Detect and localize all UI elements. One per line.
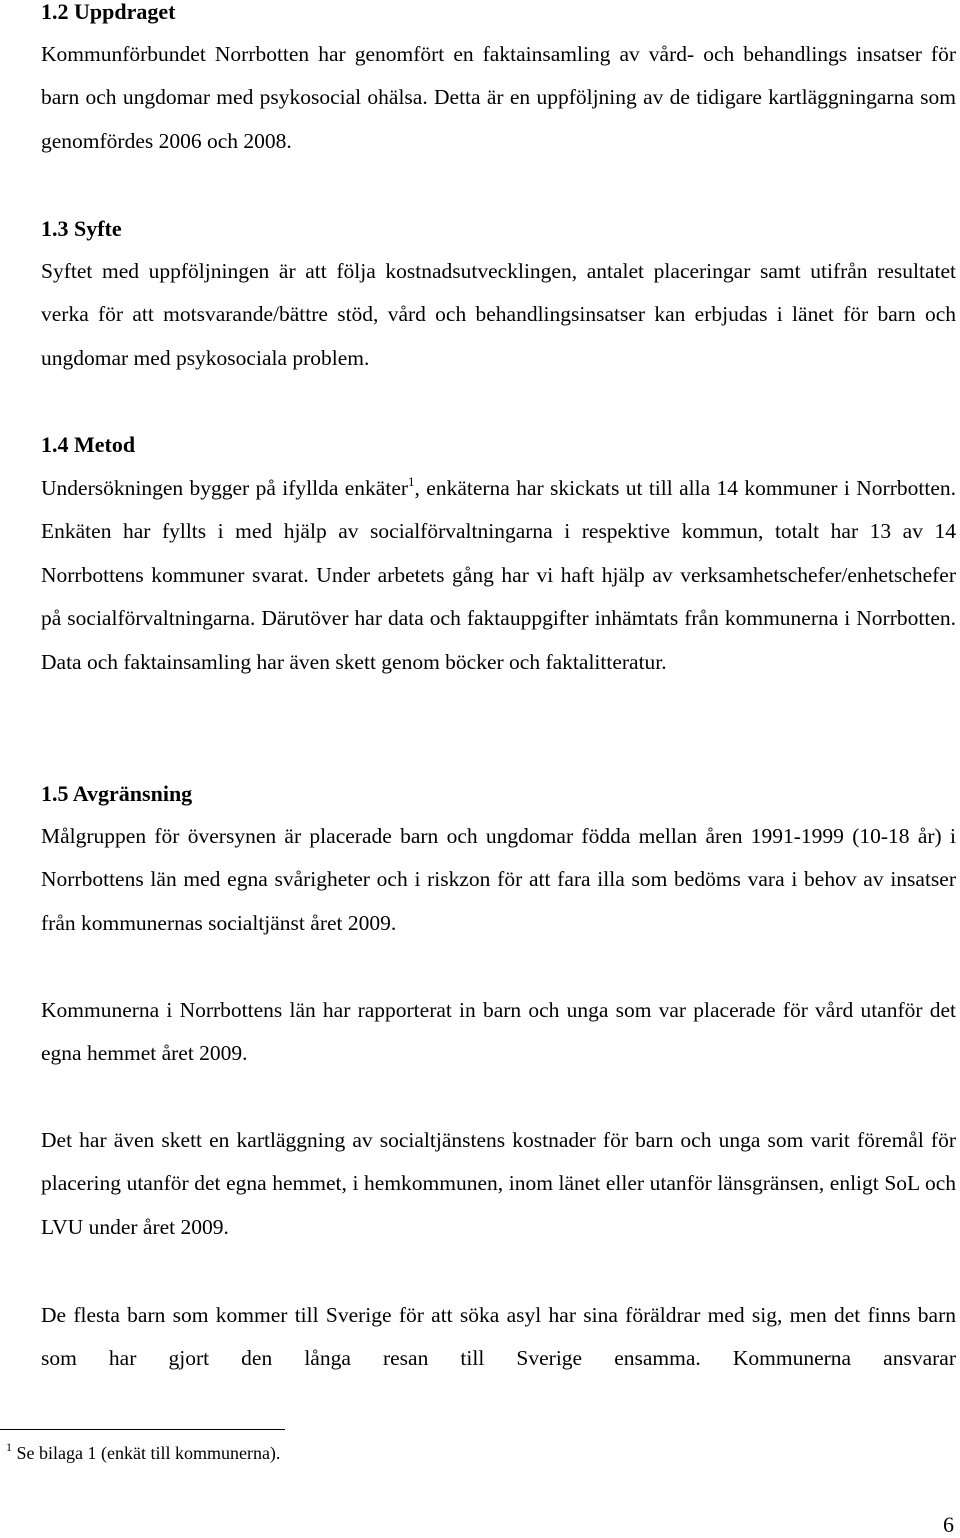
paragraph-asyl: De flesta barn som kommer till Sverige för att söka asyl har sina föräldrar med sig, men det finns barn som har gjort den långa resan till Sverige ensamma. Kommunerna ansvarar (41, 1303, 956, 1371)
paragraph-kartlaggning: Det har även skett en kartläggning av socialtjänstens kostnader för barn och unga som varit föremål för placering utanför det egna hemmet, i hemkommunen, inom länet eller utanför länsgränsen, enligt SoL och LVU under året 2009. (41, 1128, 956, 1239)
footnote (6, 1441, 280, 1465)
paragraph-malgruppen: Målgruppen för översynen är placerade barn och ungdomar födda mellan åren 1991-1999 (10-18 år) i Norrbottens län med egna svårigheter och i riskzon för att fara illa som bedöms vara i behov av insatser från kommunernas socialtjänst året 2009. (41, 824, 956, 935)
section-heading-uppdraget: 1.2 Uppdraget (41, 0, 176, 24)
section-heading-syfte: 1.3 Syfte (41, 216, 122, 241)
metod-text-start: Undersökningen bygger på ifyllda enkäter (41, 476, 409, 500)
footnote-text: Se bilaga 1 (enkät till kommunerna). (16, 1443, 281, 1463)
paragraph-syfte: Syftet med uppföljningen är att följa kostnadsutvecklingen, antalet placeringar samt utifrån resultatet verka för att motsvarande/bättre stöd, vård och behandlingsinsatser kan erbjudas i länet för barn och ungdomar med psykosociala problem. (41, 259, 956, 370)
section-heading-avgransning: 1.5 Avgränsning (41, 781, 193, 806)
footnote-reference: 1 (408, 474, 415, 489)
footnote-separator (0, 1429, 285, 1430)
metod-text-rest: , enkäterna har skickats ut till alla 14 kommuner i Norrbotten. Enkäten har fyllts i med hjälp av socialförvaltningarna i respektive kommun, totalt har 13 av 14 Norrbottens kommuner svarat. Under arbetets gång har vi haft hjälp av verksamhetschefer/enhetschefer på socialförvaltningarna. Därutöver har data och faktauppgifter inhämtats från kommunerna i Norrbotten. Data och faktainsamling har även skett genom böcker och faktalitteratur. (41, 476, 956, 674)
page-number: 6 (943, 1512, 954, 1537)
paragraph-rapporterat: Kommunerna i Norrbottens län har rapporterat in barn och unga som var placerade för vård utanför det egna hemmet året 2009. (41, 998, 956, 1066)
paragraph-metod (41, 467, 956, 684)
paragraph-uppdraget: Kommunförbundet Norrbotten har genomfört en faktainsamling av vård- och behandlings insatser för barn och ungdomar med psykosocial ohälsa. Detta är en uppföljning av de tidigare kartläggningarna som genomfördes 2006 och 2008. (41, 42, 956, 153)
footnote-number: 1 (6, 1440, 12, 1454)
section-heading-metod: 1.4 Metod (41, 432, 136, 457)
